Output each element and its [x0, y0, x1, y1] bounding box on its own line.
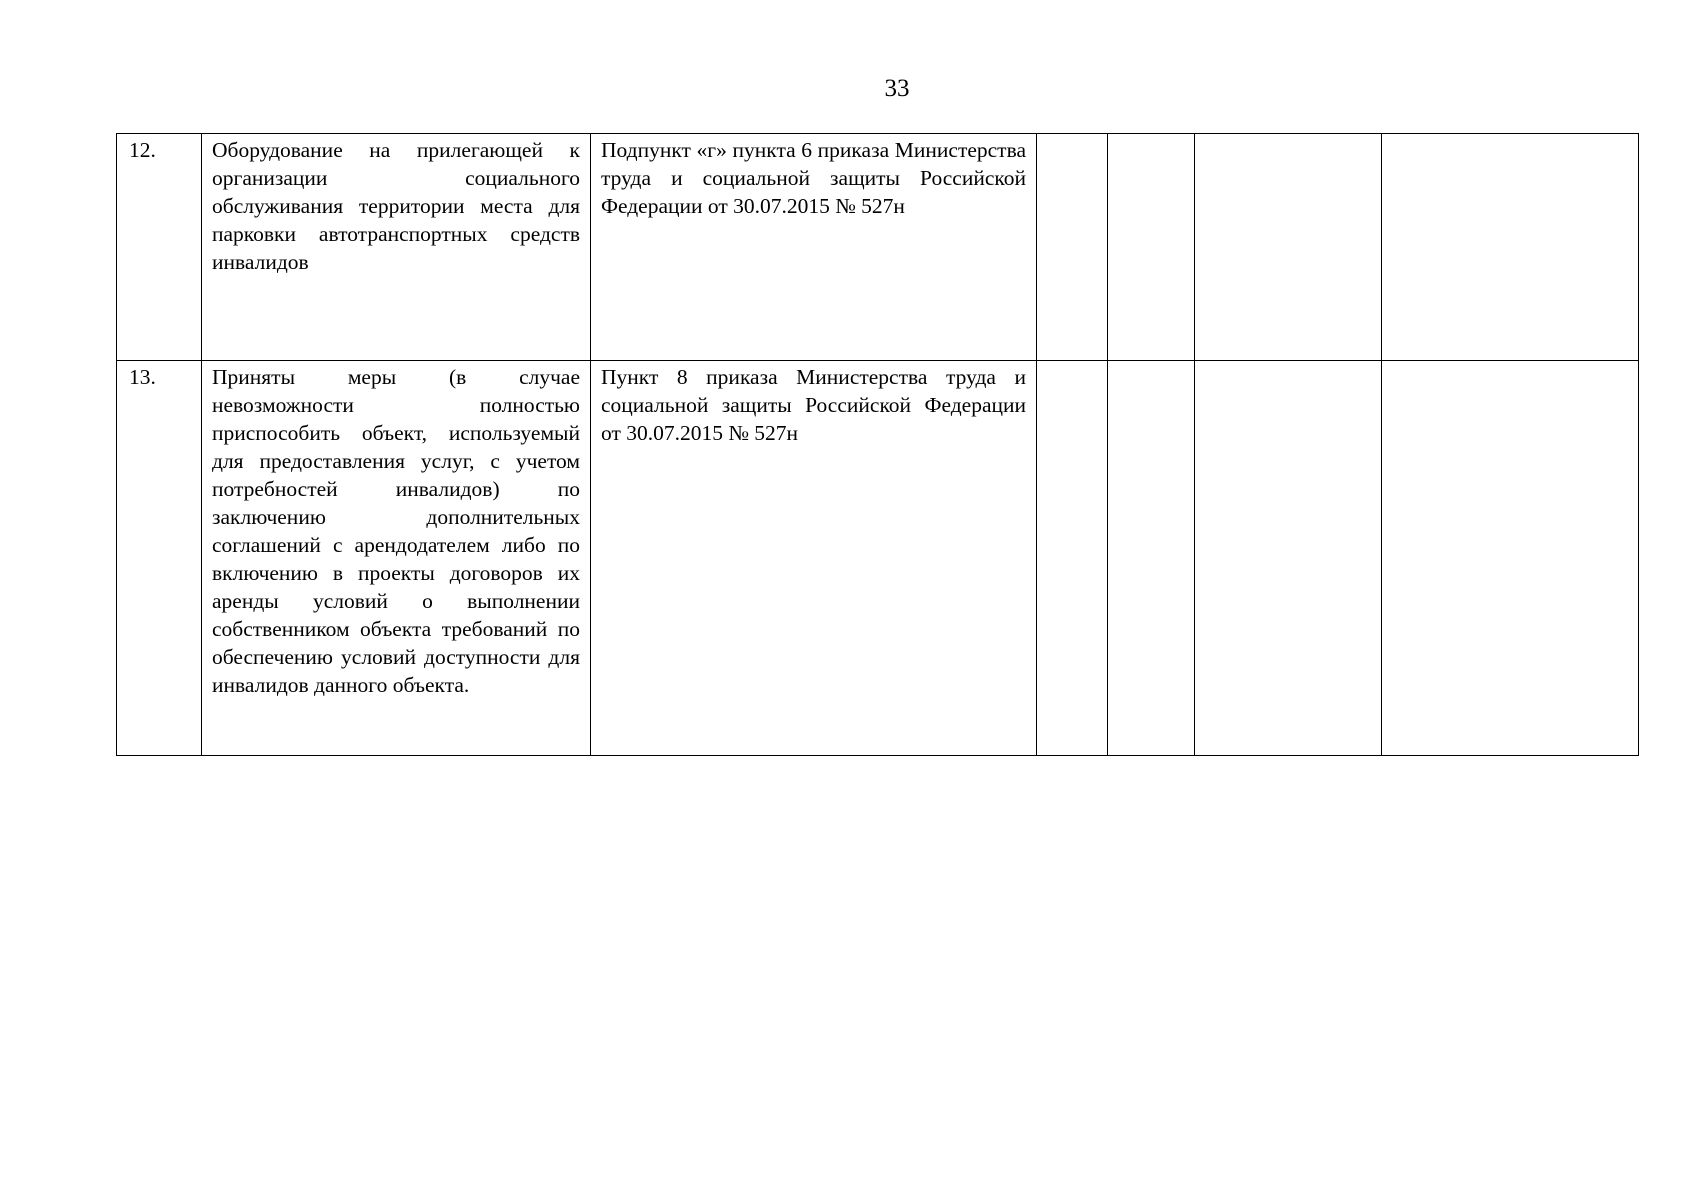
- legal-reference: Подпункт «г» пункта 6 приказа Министерства труда и социальной защиты Российской Федерации от 30.07.2015 № 527н: [591, 134, 1037, 361]
- empty-cell: [1382, 361, 1639, 756]
- empty-cell: [1382, 134, 1639, 361]
- empty-cell: [1037, 134, 1108, 361]
- table-row: [117, 361, 1639, 756]
- legal-reference: Пункт 8 приказа Министерства труда и социальной защиты Российской Федерации от 30.07.2015 № 527н: [591, 361, 1037, 756]
- empty-cell: [1195, 361, 1382, 756]
- requirement-description: Оборудование на прилегающей к организации социального обслуживания территории места для парковки автотранспортных средств инвалидов: [202, 134, 591, 361]
- table-row: [117, 134, 1639, 361]
- requirement-description: Приняты меры (в случае невозможности полностью приспособить объект, используемый для предоставления услуг, с учетом потребностей инвалидов) по заключению дополнительных соглашений с арендодателем либо по включению в проекты договоров их аренды условий о выполнении собственником объекта требований по обеспечению условий доступности для инвалидов данного объекта.: [202, 361, 591, 756]
- empty-cell: [1195, 134, 1382, 361]
- empty-cell: [1037, 361, 1108, 756]
- empty-cell: [1108, 134, 1195, 361]
- row-number: 13.: [117, 361, 202, 756]
- row-number: 12.: [117, 134, 202, 361]
- empty-cell: [1108, 361, 1195, 756]
- page-number: 33: [884, 75, 910, 102]
- requirements-table: [116, 133, 1639, 756]
